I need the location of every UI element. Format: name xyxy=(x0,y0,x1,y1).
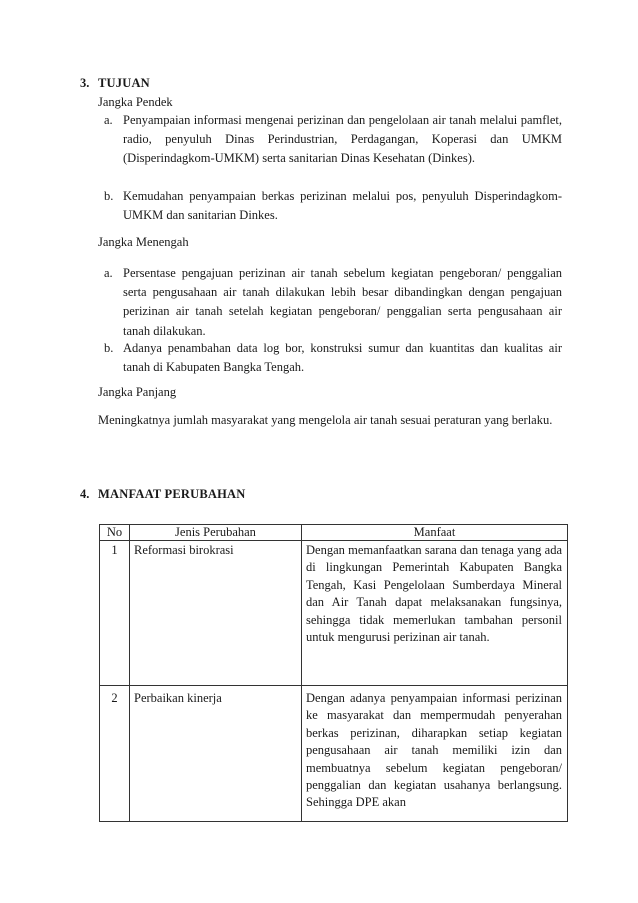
medium-term-item-a xyxy=(104,264,562,341)
list-marker: b. xyxy=(104,189,114,203)
table-header-row xyxy=(100,525,568,541)
benefits-table xyxy=(99,524,568,822)
row-benefit: Dengan memanfaatkan sarana dan tenaga yang ada di lingkungan Pemerintah Kabupaten Bangka Tengah, Kasi Pengelolaan Sumberdaya Mineral dan Air Tanah dapat melaksanakan fungsinya, sehingga tidak memerlukan tambahan personil untuk mengurusi perizinan air tanah. xyxy=(302,541,568,686)
long-term-text: Meningkatnya jumlah masyarakat yang mengelola air tanah sesuai peraturan yang berlaku. xyxy=(98,413,553,427)
list-item-text: Persentase pengajuan perizinan air tanah sebelum kegiatan pengeboran/ penggalian serta pengusahaan air tanah dilakukan lebih besar dibandingkan dengan pengajuan perizinan air tanah setelah kegiatan pengeboran/ penggalian serta pengusahaan air tanah dilakukan. xyxy=(123,266,562,338)
short-term-item-a xyxy=(104,111,562,169)
short-term-item-b xyxy=(104,187,562,225)
section-4-title: MANFAAT PERUBAHAN xyxy=(98,487,246,501)
list-item-text: Kemudahan penyampaian berkas perizinan melalui pos, penyuluh Disperindagkom-UMKM dan sanitarian Dinkes. xyxy=(123,189,562,223)
list-marker: b. xyxy=(104,341,114,355)
row-type: Perbaikan kinerja xyxy=(130,686,302,822)
section-3-title: TUJUAN xyxy=(98,76,150,90)
list-marker: a. xyxy=(104,113,113,127)
section-4-number: 4. xyxy=(80,487,90,501)
table-row xyxy=(100,541,568,686)
long-term-heading: Jangka Panjang xyxy=(98,385,177,399)
header-no: No xyxy=(100,525,130,541)
row-benefit: Dengan adanya penyampaian informasi perizinan ke masyarakat dan mempermudah penyerahan berkas perizinan, diharapkan setiap kegiatan pengusahaan air tanah memiliki izin dan membuatnya sebelum kegiatan pengeboran/ penggalian dan kegiatan usahanya berlangsung. Sehingga DPE akan xyxy=(302,686,568,822)
row-type: Reformasi birokrasi xyxy=(130,541,302,686)
list-item-text: Adanya penambahan data log bor, konstruksi sumur dan kuantitas dan kualitas air tanah di Kabupaten Bangka Tengah. xyxy=(123,341,562,375)
table-row xyxy=(100,686,568,822)
section-3-number: 3. xyxy=(80,76,90,90)
short-term-heading: Jangka Pendek xyxy=(98,95,173,109)
medium-term-item-b xyxy=(104,339,562,377)
list-item-text: Penyampaian informasi mengenai perizinan dan pengelolaan air tanah melalui pamflet, radio, penyuluh Dinas Perindustrian, Perdagangan, Koperasi dan UMKM (Disperindagkom-UMKM) serta sanitarian Dinas Kesehatan (Dinkes). xyxy=(123,113,562,166)
row-number: 1 xyxy=(100,541,130,686)
header-benefit: Manfaat xyxy=(302,525,568,541)
medium-term-heading: Jangka Menengah xyxy=(98,235,189,249)
list-marker: a. xyxy=(104,266,113,280)
row-number: 2 xyxy=(100,686,130,822)
header-type: Jenis Perubahan xyxy=(130,525,302,541)
